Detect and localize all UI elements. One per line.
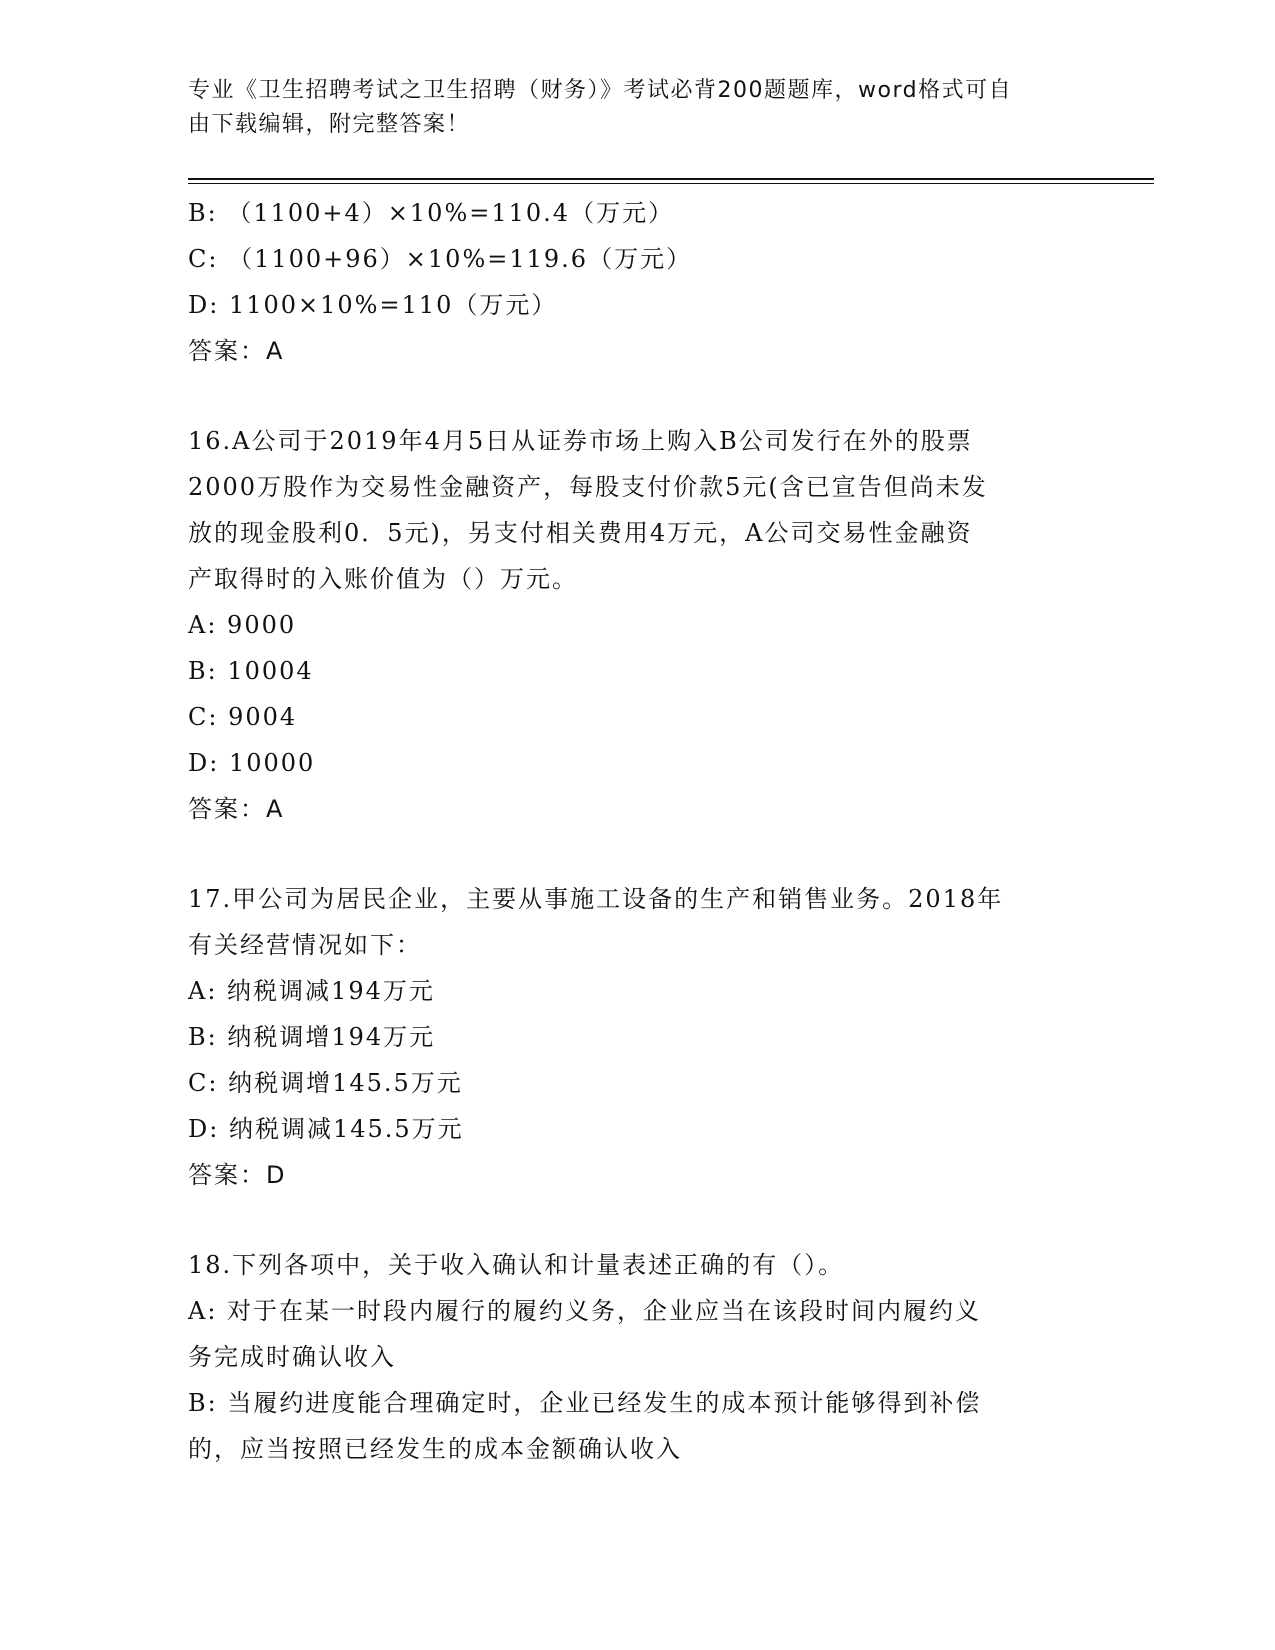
question-stem-line: 16.A公司于2019年4月5日从证券市场上购入B公司发行在外的股票	[188, 427, 973, 455]
option-a-line: 务完成时确认收入	[188, 1343, 396, 1371]
option-a: A: 9000	[188, 611, 297, 639]
spacer	[188, 374, 1088, 418]
answer: 答案：D	[188, 1161, 287, 1189]
option-d: D: 纳税调减145.5万元	[188, 1115, 464, 1143]
question-content	[188, 190, 1088, 1472]
document-header	[188, 74, 1088, 142]
question-18	[188, 1242, 1088, 1472]
header-line-1: 专业《卫生招聘考试之卫生招聘（财务）》考试必背200题题库，word格式可自	[188, 78, 1013, 103]
option-b-line: 的，应当按照已经发生的成本金额确认收入	[188, 1435, 682, 1463]
option-b: B: （1100+4）×10%=110.4（万元）	[188, 199, 675, 227]
option-b: B: 10004	[188, 657, 314, 685]
header-divider-thick	[188, 178, 1154, 180]
question-stem-line: 18.下列各项中，关于收入确认和计量表述正确的有（）。	[188, 1251, 845, 1279]
answer: 答案：A	[188, 337, 285, 365]
option-c: C: （1100+96）×10%=119.6（万元）	[188, 245, 693, 273]
question-stem-line: 17.甲公司为居民企业，主要从事施工设备的生产和销售业务。2018年	[188, 885, 1004, 913]
option-d: D: 10000	[188, 749, 316, 777]
answer: 答案：A	[188, 795, 285, 823]
question-15	[188, 190, 1088, 374]
question-stem-line: 产取得时的入账价值为（）万元。	[188, 565, 578, 593]
option-d: D: 1100×10%=110（万元）	[188, 291, 558, 319]
question-17	[188, 876, 1088, 1198]
option-c: C: 9004	[188, 703, 298, 731]
option-b: B: 纳税调增194万元	[188, 1023, 436, 1051]
option-c: C: 纳税调增145.5万元	[188, 1069, 463, 1097]
spacer	[188, 832, 1088, 876]
option-a-line: A: 对于在某一时段内履行的履约义务，企业应当在该段时间内履约义	[188, 1297, 982, 1325]
question-16	[188, 418, 1088, 832]
question-stem-line: 放的现金股利0．5元)，另支付相关费用4万元，A公司交易性金融资	[188, 519, 973, 547]
question-stem-line: 有关经营情况如下：	[188, 931, 422, 959]
spacer	[188, 1198, 1088, 1242]
header-line-2: 由下载编辑，附完整答案！	[188, 112, 471, 137]
option-a: A: 纳税调减194万元	[188, 977, 435, 1005]
option-b-line: B: 当履约进度能合理确定时，企业已经发生的成本预计能够得到补偿	[188, 1389, 982, 1417]
question-stem-line: 2000万股作为交易性金融资产，每股支付价款5元(含已宣告但尚未发	[188, 473, 988, 501]
header-divider-thin	[188, 183, 1154, 184]
